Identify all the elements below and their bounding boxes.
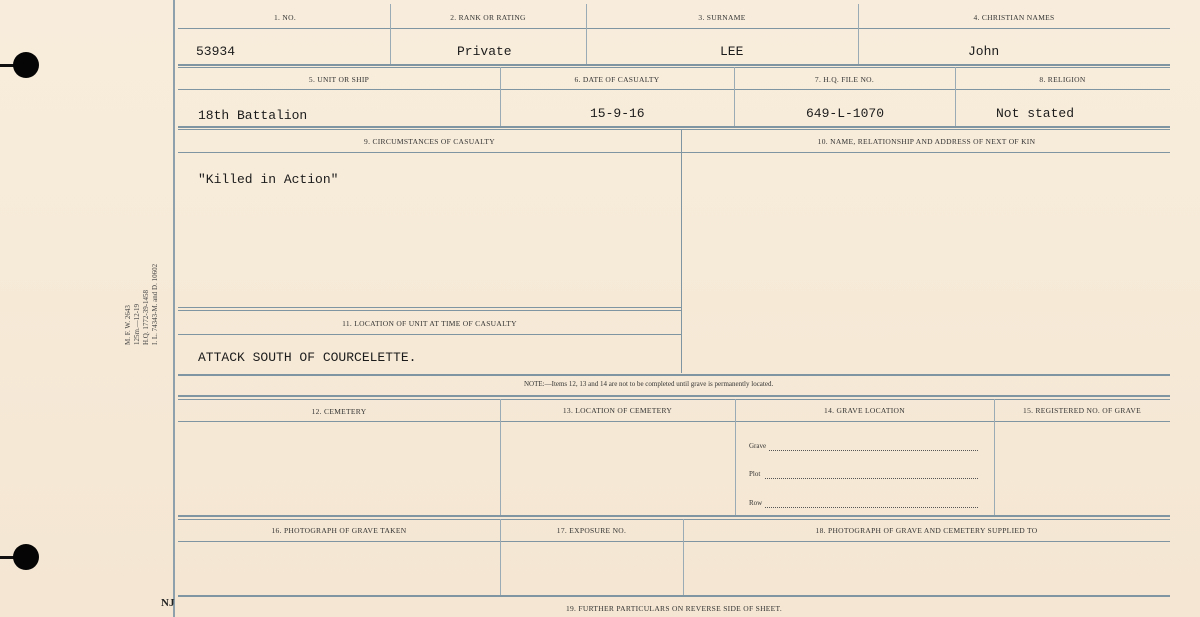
label-grave-location: 14. GRAVE LOCATION <box>824 406 905 415</box>
label-no: 1. NO. <box>273 13 296 22</box>
rank-value: Private <box>457 44 512 59</box>
label-cemetery: 12. CEMETERY <box>311 407 367 416</box>
label-religion: 8. RELIGION <box>1039 75 1086 84</box>
label-photo-taken: 16. PHOTOGRAPH OF GRAVE TAKEN <box>271 526 407 535</box>
christian-names-value: John <box>968 44 1000 59</box>
label-location-of-unit: 11. LOCATION OF UNIT AT TIME OF CASUALTY <box>342 319 517 328</box>
label-cemetery-location: 13. LOCATION OF CEMETERY <box>562 406 673 415</box>
hq-file-value: 649-L-1070 <box>806 106 885 121</box>
printer-imprint: M. F. W. 2643 125m.—12-19 H.Q. 1772-39-1458 I. L. 74343-M. and D. 10602 <box>124 263 159 345</box>
label-surname: 3. SURNAME <box>698 13 746 22</box>
service-number: 53934 <box>196 44 236 59</box>
label-next-of-kin: 10. NAME, RELATIONSHIP AND ADDRESS OF NEXT OF KIN <box>817 137 1036 146</box>
label-rank: 2. RANK OR RATING <box>450 13 526 22</box>
binder-hole-top <box>13 52 39 78</box>
unit-value: 18th Battalion <box>198 108 308 123</box>
plot-field-label: Plot <box>749 470 761 478</box>
label-registered-no: 15. REGISTERED NO. OF GRAVE <box>1023 406 1141 415</box>
note-text: NOTE:—Items 12, 13 and 14 are not to be completed until grave is permanently located. <box>524 380 774 388</box>
circumstances-value: "Killed in Action" <box>198 172 339 187</box>
label-circumstances: 9. CIRCUMSTANCES OF CASUALTY <box>364 137 495 146</box>
binder-hole-bottom <box>13 544 39 570</box>
location-value: ATTACK SOUTH OF COURCELETTE. <box>198 350 417 365</box>
date-value: 15-9-16 <box>590 106 645 121</box>
row-field-label: Row <box>749 499 763 507</box>
label-exposure-no: 17. EXPOSURE NO. <box>556 526 627 535</box>
label-date: 6. DATE OF CASUALTY <box>574 75 660 84</box>
label-christian-names: 4. CHRISTIAN NAMES <box>973 13 1055 22</box>
religion-value: Not stated <box>996 106 1075 121</box>
label-photo-supplied: 18. PHOTOGRAPH OF GRAVE AND CEMETERY SUPPLIED TO <box>815 526 1038 535</box>
corner-mark: NJ <box>161 597 175 609</box>
label-hq-file: 7. H.Q. FILE NO. <box>814 75 875 84</box>
label-further-particulars: 19. FURTHER PARTICULARS ON REVERSE SIDE OF SHEET. <box>565 604 783 613</box>
label-unit: 5. UNIT OR SHIP <box>308 75 370 84</box>
grave-field-label: Grave <box>749 442 767 450</box>
surname-value: LEE <box>720 44 744 59</box>
